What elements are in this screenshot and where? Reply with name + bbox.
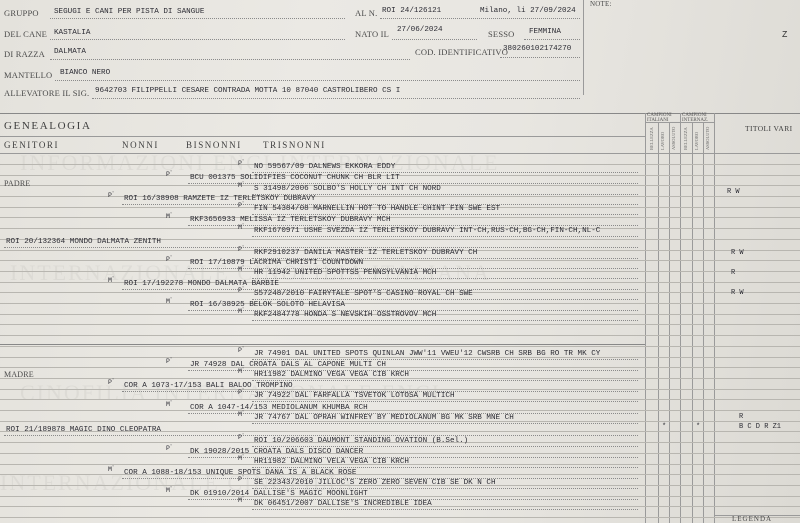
champ-col-label: LAVORO bbox=[660, 131, 665, 150]
sire-entry-line bbox=[252, 172, 638, 173]
sire-ancestor: HR 11942 UNITED SPOTTSS PENNSYLVANIA MCH bbox=[254, 269, 437, 277]
title-value: R W bbox=[731, 289, 744, 297]
mantello-label: MANTELLO bbox=[4, 70, 53, 80]
row-rule bbox=[0, 303, 800, 304]
campioni-internaz-heading: CAMPIONI INTERNAZ. bbox=[682, 113, 709, 123]
title-value: R bbox=[731, 269, 736, 277]
row-rule bbox=[0, 410, 800, 411]
sire-ancestor-marker: P° bbox=[108, 192, 115, 200]
genitori-heading: GENITORI bbox=[4, 140, 60, 150]
city-date: Milano, li 27/09/2024 bbox=[480, 7, 576, 15]
del-cane-label: DEL CANE bbox=[4, 29, 48, 39]
sire-ancestor-marker: P° bbox=[238, 202, 245, 210]
row-rule bbox=[0, 453, 800, 454]
dam-ancestor-marker: M° bbox=[108, 466, 115, 474]
dam-ancestor-marker: M° bbox=[166, 487, 173, 495]
genealogia-title: GENEALOGIA bbox=[4, 120, 92, 132]
dam-entry-line bbox=[4, 435, 638, 436]
col-line bbox=[669, 122, 670, 523]
genealogia-rule bbox=[0, 136, 645, 137]
madre-label: MADRE bbox=[4, 370, 34, 379]
sesso-label: SESSO bbox=[488, 29, 515, 39]
dam-entry-line bbox=[252, 423, 638, 424]
sire-entry-line bbox=[252, 320, 638, 321]
sire-ancestor-marker: P° bbox=[238, 160, 245, 168]
dam-ancestor: HR11982 DALMINO VELA VEGA CIB KRCH bbox=[254, 458, 409, 466]
dam-ancestor: SE 22343/2010 JILLOC'S ZERO ZERO SEVEN CIB SE DK N CH bbox=[254, 479, 496, 487]
gruppo-value: SEGUGI E CANI PER PISTA DI SANGUE bbox=[54, 8, 205, 16]
dam-entry-line bbox=[252, 446, 638, 447]
dam-ancestor-marker: M° bbox=[238, 455, 245, 463]
sesso-line bbox=[524, 39, 580, 40]
sire-ancestor-marker: M° bbox=[166, 213, 173, 221]
dam-ancestor-marker: P° bbox=[108, 379, 115, 387]
row-rule bbox=[0, 282, 800, 283]
nato-il-label: NATO IL bbox=[355, 29, 390, 39]
dam-ancestor-marker: P° bbox=[238, 347, 245, 355]
nato-il-value: 27/06/2024 bbox=[397, 26, 443, 34]
dam-ancestor-marker: M° bbox=[238, 368, 245, 376]
campioni-italiani-heading: CAMPIONI ITALIANI bbox=[647, 113, 672, 123]
side-mark: Z bbox=[782, 30, 788, 40]
dam-ancestor: COR A 1073-17/153 BALI BALOO TROMPINO bbox=[124, 382, 293, 390]
sire-ancestor: NO 59567/09 DALNEWS EKKORA EDDY bbox=[254, 163, 396, 171]
row-rule bbox=[0, 389, 800, 390]
dam-ancestor-marker: P° bbox=[166, 358, 173, 366]
dam-ancestor: ROI 10/206603 DAUMONT STANDING OVATION (B.Sel.) bbox=[254, 437, 469, 445]
dam-ancestor-marker: P° bbox=[166, 445, 173, 453]
row-rule bbox=[0, 367, 800, 368]
allevatore-line bbox=[92, 98, 580, 99]
titoli-vari-heading: TITOLI VARI bbox=[745, 124, 793, 133]
sire-entry-line bbox=[252, 236, 638, 237]
note-divider bbox=[583, 0, 584, 95]
sire-entry-line bbox=[188, 183, 638, 184]
nato-il-line bbox=[392, 39, 477, 40]
sire-ancestor: BCU 001375 SOLIDIFIES COCONUT CHUNK CH BLR LIT bbox=[190, 174, 400, 182]
row-rule bbox=[0, 346, 800, 347]
champ-col-label: BELLEZZA bbox=[683, 127, 688, 150]
dam-entry-line bbox=[252, 488, 638, 489]
allevatore-label: ALLEVATORE IL SIG. bbox=[4, 88, 90, 98]
sire-ancestor-marker: M° bbox=[238, 266, 245, 274]
dam-ancestor-marker: M° bbox=[238, 497, 245, 505]
mantello-line bbox=[55, 80, 580, 81]
cod-label: COD. IDENTIFICATIVO bbox=[415, 47, 509, 57]
dam-ancestor: DK 01910/2014 DALLISE'S MAGIC MOONLIGHT bbox=[190, 490, 368, 498]
champ-col-label: LAVORO bbox=[694, 131, 699, 150]
champ-col-label: ASSOLUTO bbox=[705, 126, 710, 150]
col-line bbox=[658, 122, 659, 523]
bisnonni-heading: BISNONNI bbox=[186, 140, 242, 150]
trisnonni-heading: TRISNONNI bbox=[263, 140, 326, 150]
title-value: R bbox=[739, 413, 744, 421]
row-rule bbox=[0, 324, 800, 325]
title-value: R W bbox=[731, 249, 744, 257]
cod-line bbox=[500, 57, 580, 58]
sire-ancestor: ROI 16/38908 RAMZETE IZ TERLETSKOY DUBRAVY bbox=[124, 195, 316, 203]
cod-value: 380260102174270 bbox=[503, 45, 572, 53]
sire-ancestor-marker: M° bbox=[238, 182, 245, 190]
del-cane-value: KASTALIA bbox=[54, 29, 91, 37]
col-line bbox=[703, 122, 704, 523]
al-n-line bbox=[380, 18, 580, 19]
row-rule bbox=[0, 496, 800, 497]
sire-entry-line bbox=[252, 299, 638, 300]
dam-ancestor: COR A 1047-14/153 MEDIOLANUM KHUMBA RCH bbox=[190, 404, 368, 412]
sire-ancestor-marker: M° bbox=[238, 224, 245, 232]
dam-ancestor: HR11982 DALMINO VEGA VEGA CIB KRCH bbox=[254, 371, 409, 379]
razza-label: DI RAZZA bbox=[4, 49, 46, 59]
dam-parent: ROI 21/189878 MAGIC DINO CLEOPATRA bbox=[6, 426, 161, 434]
row-rule bbox=[0, 335, 800, 336]
dam-ancestor: COR A 1088-18/153 UNIQUE SPOTS DANA IS A BLACK ROSE bbox=[124, 469, 357, 477]
dam-entry-line bbox=[252, 380, 638, 381]
razza-value: DALMATA bbox=[54, 48, 86, 56]
dam-ancestor-marker: P° bbox=[238, 434, 245, 442]
sire-dam-divider bbox=[0, 344, 645, 345]
sire-ancestor-marker: M° bbox=[166, 298, 173, 306]
dam-ancestor: JR 74922 DAL FARFALLA TSVETOK LOTOSA MULTICH bbox=[254, 392, 455, 400]
row-rule bbox=[0, 217, 800, 218]
row-rule bbox=[0, 164, 800, 165]
sire-ancestor: ROI 17/192278 MONDO DALMATA BARBIE bbox=[124, 280, 279, 288]
sire-ancestor: FIN 54384/08 MARNELLIN HOT TO HANDLE CHINT FIN SWE EST bbox=[254, 205, 501, 213]
sire-ancestor: RKF2484778 HONDA S NEVSKIH OSSTROVOV MCH bbox=[254, 311, 437, 319]
al-n-label: AL N. bbox=[355, 8, 378, 18]
title-value: B C D R Z1 bbox=[739, 423, 782, 431]
champ-col-label: ASSOLUTO bbox=[671, 126, 676, 150]
del-cane-line bbox=[50, 39, 345, 40]
dam-entry-line bbox=[252, 467, 638, 468]
gruppo-line bbox=[50, 18, 345, 19]
dam-ancestor: JR 74767 DAL OPRAH WINFREY BY MEDIOLANUM BG MK SRB MNE CH bbox=[254, 414, 514, 422]
row-rule bbox=[0, 175, 800, 176]
sire-ancestor-marker: M° bbox=[238, 308, 245, 316]
sire-ancestor: RKF2910237 DANILA MASTER IZ TERLETSKOY DUBRAVY CH bbox=[254, 249, 478, 257]
dam-ancestor: DK 19028/2015 CROATA DALS DISCO DANCER bbox=[190, 448, 364, 456]
sire-ancestor-marker: P° bbox=[166, 171, 173, 179]
sire-ancestor: ROI 17/10879 LACRIMA CHRISTI COUNTDOWN bbox=[190, 259, 364, 267]
sire-ancestor-marker: P° bbox=[238, 287, 245, 295]
sire-entry-line bbox=[252, 214, 638, 215]
sire-ancestor-marker: P° bbox=[166, 256, 173, 264]
dam-entry-line bbox=[252, 401, 638, 402]
legenda-label: LEGENDA bbox=[732, 515, 773, 523]
dam-ancestor: DK 06451/2007 DALLISE'S INCREDIBLE IDEA bbox=[254, 500, 432, 508]
padre-label: PADRE bbox=[4, 179, 31, 188]
sire-ancestor-marker: P° bbox=[238, 246, 245, 254]
sire-entry-line bbox=[252, 278, 638, 279]
dam-ancestor-marker: M° bbox=[238, 411, 245, 419]
row-rule bbox=[0, 474, 800, 475]
sire-ancestor: RKF3656933 MELISSA IZ TERLETSKOY DUBRAVY MCH bbox=[190, 216, 391, 224]
dam-ancestor: JR 74901 DAL UNITED SPOTS QUINLAN JWW'11 VWEU'12 CWSRB CH SRB BG RO TR MK CY bbox=[254, 350, 601, 358]
note-label: NOTE: bbox=[590, 0, 612, 8]
row-rule bbox=[0, 196, 800, 197]
sire-ancestor-marker: M° bbox=[108, 277, 115, 285]
al-n-value: ROI 24/126121 bbox=[382, 7, 442, 15]
mantello-value: BIANCO NERO bbox=[60, 69, 111, 77]
champ-mark: * bbox=[696, 423, 701, 431]
dam-entry-line bbox=[252, 509, 638, 510]
nonni-heading: NONNI bbox=[122, 140, 159, 150]
col-line bbox=[692, 122, 693, 523]
sire-ancestor: S 31498/2006 SOLBO'S HOLLY CH INT CH NORD bbox=[254, 185, 441, 193]
row-rule bbox=[0, 260, 800, 261]
gruppo-label: GRUPPO bbox=[4, 8, 39, 18]
sire-entry-line bbox=[188, 225, 638, 226]
title-value: R W bbox=[727, 188, 740, 196]
champ-mark: * bbox=[662, 423, 667, 431]
dam-ancestor: JR 74928 DAL CROATA DALS AL CAPONE MULTI CH bbox=[190, 361, 386, 369]
sire-parent: ROI 20/132364 MONDO DALMATA ZENITH bbox=[6, 238, 161, 246]
sesso-value: FEMMINA bbox=[529, 28, 561, 36]
dam-entry-line bbox=[252, 359, 638, 360]
champ-col-label: BELLEZZA bbox=[649, 127, 654, 150]
razza-line bbox=[50, 59, 410, 60]
row-rule bbox=[0, 517, 800, 518]
dam-ancestor-marker: P° bbox=[238, 476, 245, 484]
allevatore-value: 9642703 FILIPPELLI CESARE CONTRADA MOTTA 10 87040 CASTROLIBERO CS I bbox=[95, 87, 401, 95]
sire-entry-line bbox=[4, 247, 638, 248]
dam-ancestor-marker: M° bbox=[166, 401, 173, 409]
sire-ancestor: ROI 16/38925 BELOK SOLOTO HELAVISA bbox=[190, 301, 345, 309]
dam-ancestor-marker: P° bbox=[238, 389, 245, 397]
sire-ancestor: RKF1670971 USHE SVEZDA IZ TERLETSKOY DUBRAVY INT-CH,RUS-CH,BG-CH,FIN-CH,NL-C bbox=[254, 227, 601, 235]
sire-ancestor: S57248/2010 FAIRYTALE SPOT'S CASINO ROYAL CH SWE bbox=[254, 290, 473, 298]
